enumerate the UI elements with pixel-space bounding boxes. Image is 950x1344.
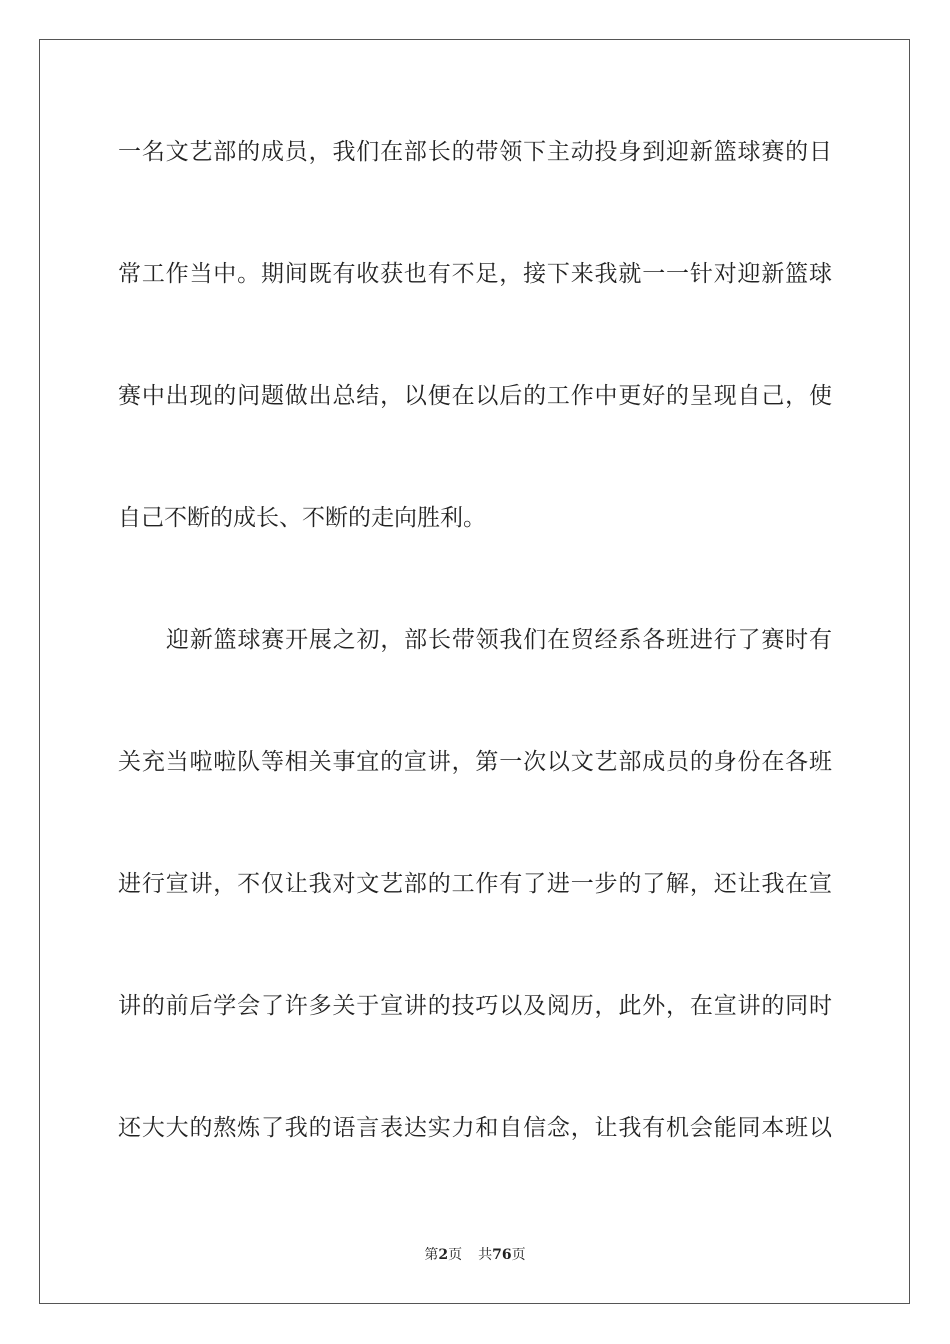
paragraph-line: 讲的前后学会了许多关于宣讲的技巧以及阅历，此外，在宣讲的同时 (118, 993, 832, 1019)
paragraph-line: 一名文艺部的成员，我们在部长的带领下主动投身到迎新篮球赛的日 (118, 139, 832, 165)
page-number: 2 (438, 1247, 449, 1263)
page-footer (0, 1246, 950, 1264)
paragraph-line: 赛中出现的问题做出总结，以便在以后的工作中更好的呈现自己，使 (118, 383, 832, 409)
page-label-suffix: 页 (448, 1247, 463, 1263)
paragraph-line: 自己不断的成长、不断的走向胜利。 (118, 505, 486, 531)
paragraph-line: 还大大的熬炼了我的语言表达实力和自信念，让我有机会能同本班以 (118, 1115, 832, 1141)
paragraph-line: 常工作当中。期间既有收获也有不足，接下来我就一一针对迎新篮球 (118, 261, 832, 287)
paragraph-line: 进行宣讲，不仅让我对文艺部的工作有了进一步的了解，还让我在宣 (118, 871, 832, 897)
page-label-prefix: 第 (424, 1247, 439, 1263)
total-pages: 76 (492, 1247, 512, 1263)
paragraph-line: 关充当啦啦队等相关事宜的宣讲，第一次以文艺部成员的身份在各班 (118, 749, 832, 775)
paragraph-first-line: 迎新篮球赛开展之初，部长带领我们在贸经系各班进行了赛时有 (166, 627, 832, 653)
total-label-suffix: 页 (511, 1247, 526, 1263)
total-label-prefix: 共 (478, 1247, 493, 1263)
